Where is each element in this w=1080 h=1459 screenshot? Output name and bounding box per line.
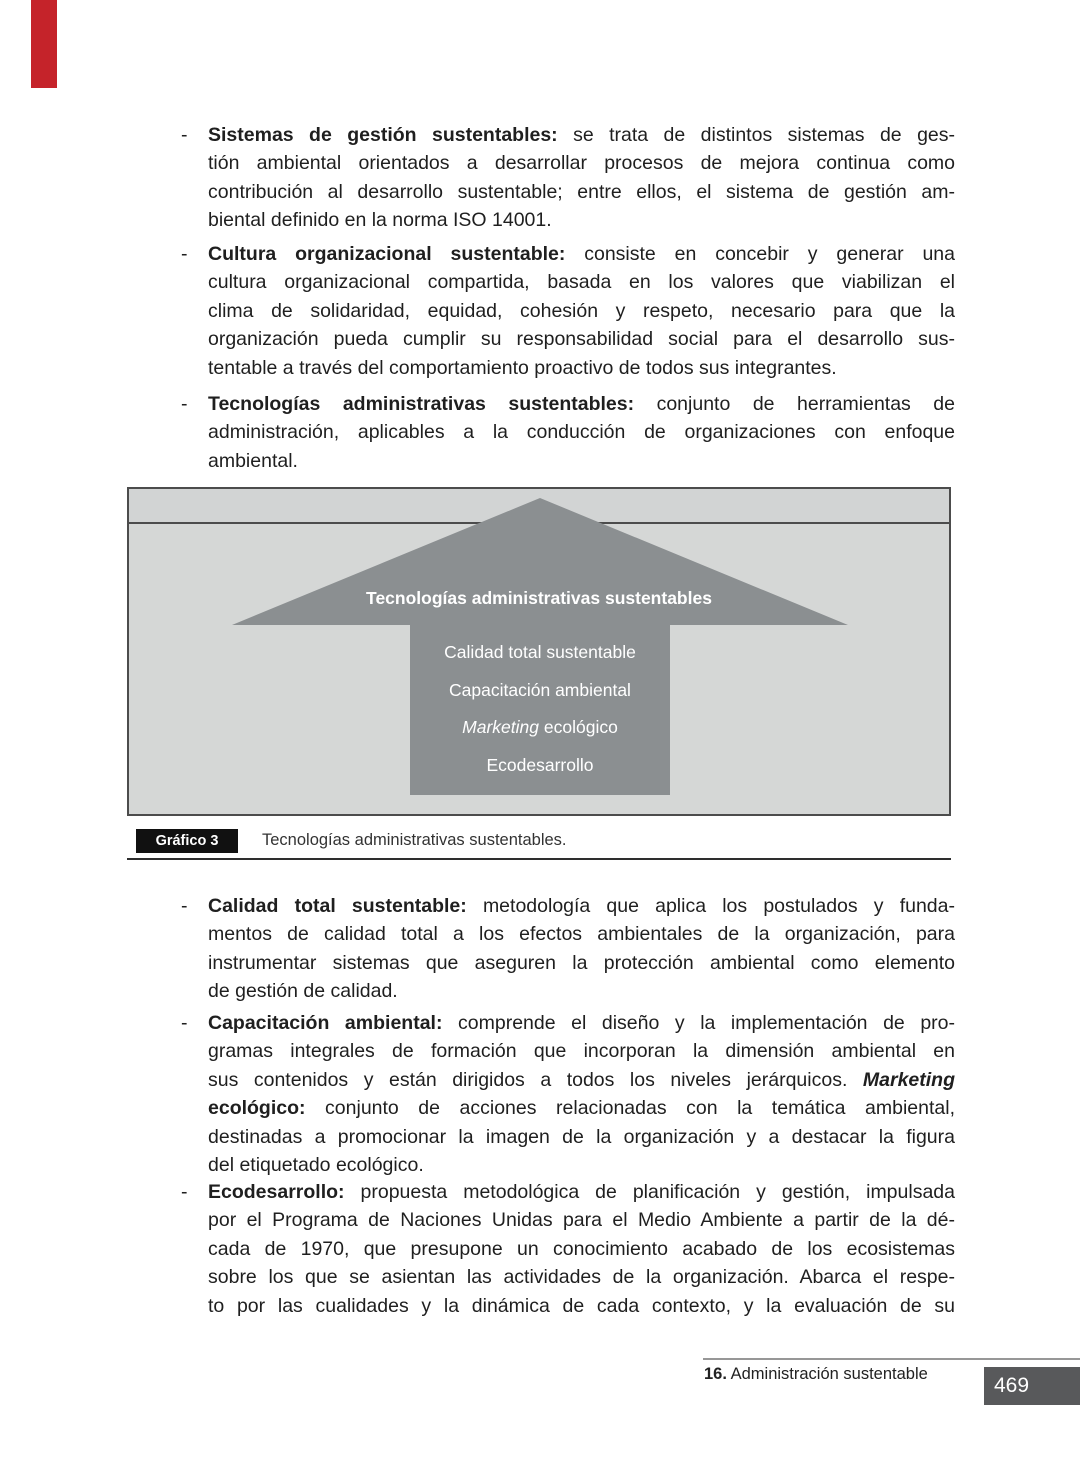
text-line: Calidad total sustentable bbox=[444, 642, 636, 662]
text-line: to por las cualidades y la dinámica de cada contexto, y la evaluación de su bbox=[208, 1294, 955, 1317]
footer-chapter-title: Administración sustentable bbox=[726, 1365, 928, 1383]
caption-badge: Gráfico 3 bbox=[136, 829, 238, 853]
caption-rule bbox=[127, 858, 951, 860]
figure-arrow-title: Tecnologías administrativas sustentables bbox=[366, 588, 712, 608]
footer-chapter-number: 16. bbox=[704, 1365, 727, 1383]
bullet-text bbox=[208, 121, 955, 235]
text-line: ecológico: conjunto de acciones relacionadas con la temática ambiental, bbox=[208, 1097, 955, 1120]
bullet-calidad-total bbox=[179, 892, 955, 1006]
text-line: tión ambiental orientados a desarrollar procesos de mejora continua como bbox=[208, 152, 955, 175]
text-line: Calidad total sustentable: metodología que aplica los postulados y funda- bbox=[208, 895, 955, 917]
bullet-text bbox=[208, 1178, 955, 1320]
text-line: Marketing ecológico bbox=[462, 717, 618, 738]
text-line: Sistemas de gestión sustentables: se trata de distintos sistemas de ges- bbox=[208, 124, 955, 146]
text-line: Ecodesarrollo: propuesta metodológica de planificación y gestión, impulsada bbox=[208, 1181, 955, 1203]
bullet-dash: - bbox=[181, 1012, 188, 1034]
text-line: contribución al desarrollo sustentable; entre ellos, el sistema de gestión am- bbox=[208, 180, 955, 203]
text-line: gramas integrales de formación que incorporan la dimensión ambiental en bbox=[208, 1040, 955, 1063]
bullet-text bbox=[208, 1009, 955, 1179]
text-line: Tecnologías administrativas sustentables: conjunto de herramientas de bbox=[208, 393, 955, 415]
text-line: Capacitación ambiental: comprende el diseño y la implementación de pro- bbox=[208, 1012, 955, 1034]
bullet-cultura-organizacional bbox=[179, 240, 955, 382]
text-line: mentos de calidad total a los efectos ambientales de la organización, para bbox=[208, 923, 955, 946]
text-line: Cultura organizacional sustentable: consiste en concebir y generar una bbox=[208, 243, 955, 265]
text-line: de gestión de calidad. bbox=[208, 980, 398, 1003]
bullet-dash: - bbox=[181, 1181, 188, 1203]
text-line: clima de solidaridad, equidad, cohesión y respeto, necesario para que la bbox=[208, 299, 955, 322]
text-line: sobre los que se asientan las actividades de la organización. Abarca el respe- bbox=[208, 1266, 955, 1289]
chapter-tab-marker bbox=[31, 0, 57, 88]
bullet-dash: - bbox=[181, 243, 188, 265]
bullet-dash: - bbox=[181, 124, 188, 146]
footer-rule bbox=[703, 1358, 1080, 1360]
footer-chapter bbox=[704, 1365, 928, 1384]
text-line: cada de 1970, que presupone un conocimiento acabado de los ecosistemas bbox=[208, 1237, 955, 1260]
bullet-capacitacion-ambiental bbox=[179, 1009, 955, 1179]
text-line: Capacitación ambiental bbox=[449, 679, 631, 700]
bullet-text bbox=[208, 892, 955, 1006]
text-line: cultura organizacional compartida, basada en los valores que viabilizan el bbox=[208, 271, 955, 294]
bullet-dash: - bbox=[181, 393, 188, 415]
text-line: administración, aplicables a la conducción de organizaciones con enfoque bbox=[208, 421, 955, 444]
text-line: ambiental. bbox=[208, 449, 298, 472]
text-line: del etiquetado ecológico. bbox=[208, 1154, 424, 1177]
bullet-text bbox=[208, 240, 955, 382]
text-line: tentable a través del comportamiento proactivo de todos sus integrantes. bbox=[208, 356, 837, 379]
text-line: biental definido en la norma ISO 14001. bbox=[208, 209, 552, 232]
text-line: organización pueda cumplir su responsabilidad social para el desarrollo sus- bbox=[208, 328, 955, 351]
caption-text: Tecnologías administrativas sustentables. bbox=[262, 831, 567, 849]
bullet-tecnologias-administrativas bbox=[179, 390, 955, 475]
text-line: Ecodesarrollo bbox=[486, 754, 594, 775]
figure-grafico-3 bbox=[127, 487, 951, 816]
text-line: por el Programa de Naciones Unidas para el Medio Ambiente a partir de la dé- bbox=[208, 1209, 955, 1232]
bullet-ecodesarrollo bbox=[179, 1178, 955, 1320]
bullet-dash: - bbox=[181, 895, 188, 917]
text-line: destinadas a promocionar la imagen de la organización y a destacar la figura bbox=[208, 1125, 955, 1148]
bullet-text bbox=[208, 390, 955, 475]
bullet-sistemas-gestion bbox=[179, 121, 955, 235]
page-number-badge: 469 bbox=[984, 1367, 1080, 1405]
text-line: sus contenidos y están dirigidos a todos los niveles jerárquicos. Marketing bbox=[208, 1068, 955, 1091]
figure-arrow-items bbox=[410, 634, 670, 784]
text-line: instrumentar sistemas que aseguren la protección ambiental como elemento bbox=[208, 951, 955, 974]
figure-caption bbox=[127, 827, 951, 863]
